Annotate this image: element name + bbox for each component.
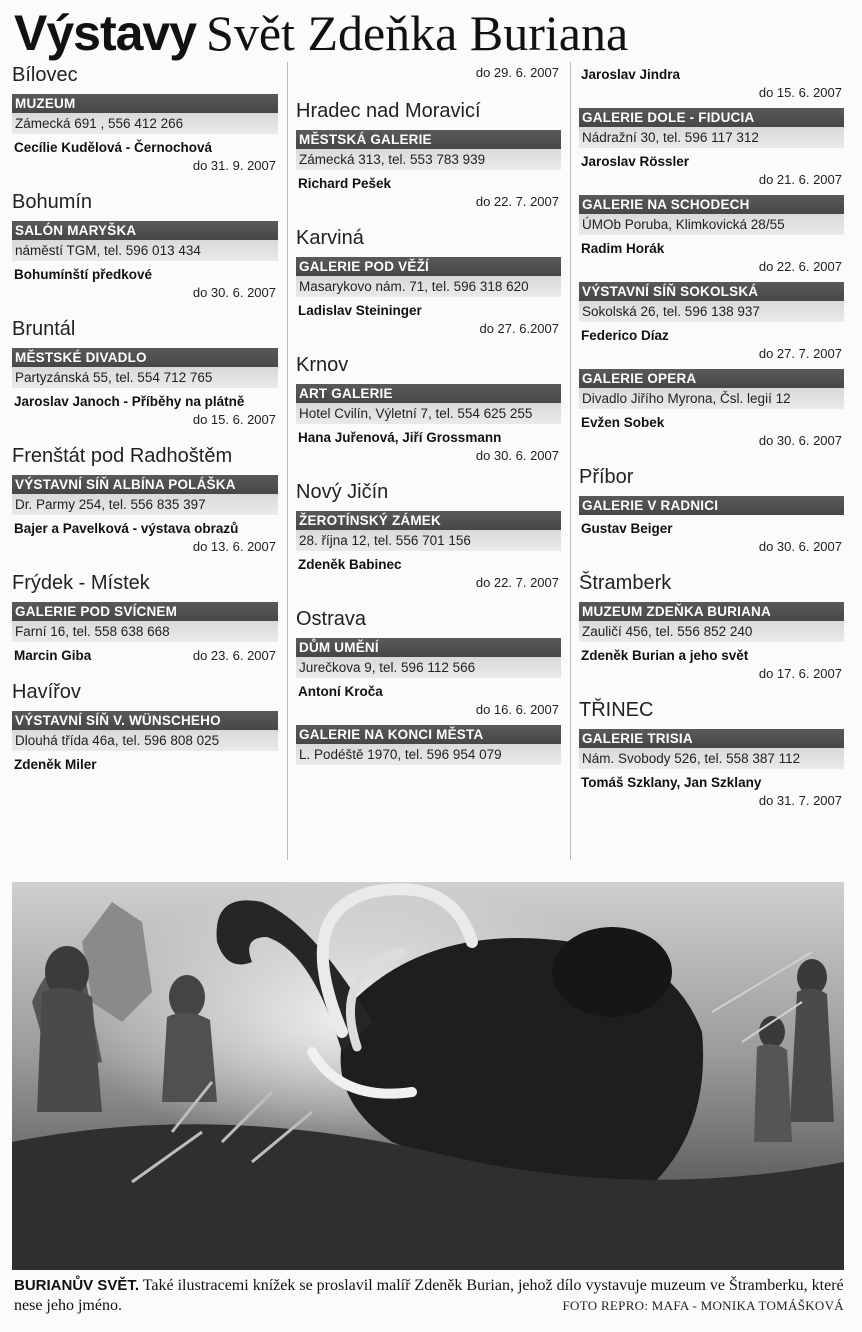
- city-heading: Štramberk: [579, 572, 672, 594]
- venue-listing: [579, 369, 844, 450]
- venue-listing: [12, 221, 278, 302]
- exhibition-artist: Zdeněk Burian a jeho svět: [581, 648, 749, 663]
- city-heading: TŘINEC: [579, 699, 654, 721]
- venue-name: GALERIE OPERA: [579, 369, 844, 388]
- venue-address: Farní 16, tel. 558 638 668: [12, 621, 278, 642]
- carryover-artist: Jaroslav Jindra: [581, 67, 681, 82]
- city-heading: Havířov: [12, 681, 81, 703]
- venue-listing: [579, 729, 844, 810]
- venue-name: GALERIE V RADNICI: [579, 496, 844, 515]
- exhibition-date: do 16. 6. 2007: [475, 702, 559, 717]
- exhibition-date: do 30. 6. 2007: [192, 285, 276, 300]
- exhibition-artist: Hana Juřenová, Jiří Grossmann: [298, 430, 502, 445]
- venue-address: Zámecká 691 , 556 412 266: [12, 113, 278, 134]
- venue-address: Nádražní 30, tel. 596 117 312: [579, 127, 844, 148]
- exhibition-artist: Bajer a Pavelková - výstava obrazů: [14, 521, 239, 536]
- venue-listing: [296, 257, 561, 338]
- venue-listing: [579, 282, 844, 363]
- venue-address: Partyzánská 55, tel. 554 712 765: [12, 367, 278, 388]
- caption-text: Také ilustracemi knížek se proslavil malíř Zdeněk Burian, jehož dílo vystavuje muzeum ve Štramberku, které nese jeho jméno.: [14, 1277, 844, 1314]
- venue-name: SALÓN MARYŠKA: [12, 221, 278, 240]
- exhibition-date: do 30. 6. 2007: [758, 433, 842, 448]
- mammoth-hunt-illustration: [12, 882, 844, 1270]
- exhibition-artist: Gustav Beiger: [581, 521, 673, 536]
- venue-listing: [12, 348, 278, 429]
- venue-name: MĚSTSKÉ DIVADLO: [12, 348, 278, 367]
- venue-listing: [296, 130, 561, 211]
- venue-listing: [579, 496, 844, 556]
- venue-address: náměstí TGM, tel. 596 013 434: [12, 240, 278, 261]
- exhibition-artist: Ladislav Steininger: [298, 303, 422, 318]
- exhibition-artist: Federico Díaz: [581, 328, 669, 343]
- exhibition-date: do 21. 6. 2007: [758, 172, 842, 187]
- venue-address: ÚMOb Poruba, Klimkovická 28/55: [579, 214, 844, 235]
- venue-listing: [579, 195, 844, 276]
- exhibition-date: do 27. 6.2007: [479, 321, 559, 336]
- venue-address: Divadlo Jiřího Myrona, Čsl. legií 12: [579, 388, 844, 409]
- exhibition-artist: Tomáš Szklany, Jan Szklany: [581, 775, 762, 790]
- exhibition-artist: Jaroslav Janoch - Příběhy na plátně: [14, 394, 245, 409]
- carryover-date: do 15. 6. 2007: [758, 85, 842, 100]
- venue-name: MĚSTSKÁ GALERIE: [296, 130, 561, 149]
- column-middle: [296, 62, 561, 765]
- venue-name: GALERIE DOLE - FIDUCIA: [579, 108, 844, 127]
- venue-listing: [579, 108, 844, 189]
- venue-listing: [12, 475, 278, 556]
- exhibition-artist: Bohumínští předkové: [14, 267, 153, 282]
- venue-name: MUZEUM: [12, 94, 278, 113]
- venue-address: Sokolská 26, tel. 596 138 937: [579, 301, 844, 322]
- column-divider: [287, 62, 288, 860]
- city-heading: Bílovec: [12, 64, 78, 86]
- venue-name: ŽEROTÍNSKÝ ZÁMEK: [296, 511, 561, 530]
- photo-credit: FOTO REPRO: MAFA - MONIKA TOMÁŠKOVÁ: [562, 1298, 844, 1313]
- exhibition-artist: Jaroslav Rössler: [581, 154, 690, 169]
- exhibition-artist: Radim Horák: [581, 241, 665, 256]
- venue-listing: [296, 511, 561, 592]
- venue-name: GALERIE NA KONCI MĚSTA: [296, 725, 561, 744]
- venue-address: Nám. Svobody 526, tel. 558 387 112: [579, 748, 844, 769]
- venue-name: VÝSTAVNÍ SÍŇ SOKOLSKÁ: [579, 282, 844, 301]
- page-headline: [14, 4, 628, 64]
- venue-listing: [296, 638, 561, 719]
- venue-listing: [12, 94, 278, 175]
- venue-address: Masarykovo nám. 71, tel. 596 318 620: [296, 276, 561, 297]
- venue-address: Jurečkova 9, tel. 596 112 566: [296, 657, 561, 678]
- exhibition-date: do 27. 7. 2007: [758, 346, 842, 361]
- venue-name: VÝSTAVNÍ SÍŇ V. WÜNSCHEHO: [12, 711, 278, 730]
- exhibition-artist: Evžen Sobek: [581, 415, 665, 430]
- exhibition-artist: Antoní Kroča: [298, 684, 383, 699]
- venue-listing: [12, 711, 278, 774]
- city-heading: Krnov: [296, 354, 349, 376]
- venue-name: GALERIE NA SCHODECH: [579, 195, 844, 214]
- exhibition-date: do 30. 6. 2007: [475, 448, 559, 463]
- city-heading: Příbor: [579, 466, 634, 488]
- venue-listing: [12, 602, 278, 665]
- exhibition-date: do 22. 7. 2007: [475, 194, 559, 209]
- venue-address: Dlouhá třída 46a, tel. 596 808 025: [12, 730, 278, 751]
- city-heading: Ostrava: [296, 608, 367, 630]
- venue-listing: [296, 384, 561, 465]
- exhibition-date: do 22. 6. 2007: [758, 259, 842, 274]
- exhibition-artist: Richard Pešek: [298, 176, 392, 191]
- venue-address: Hotel Cvilín, Výletní 7, tel. 554 625 255: [296, 403, 561, 424]
- venue-address: Zámecká 313, tel. 553 783 939: [296, 149, 561, 170]
- carryover-date: do 29. 6. 2007: [475, 65, 559, 80]
- headline-serif: Svět Zdeňka Buriana: [206, 5, 629, 61]
- exhibition-artist: Zdeněk Miler: [14, 757, 97, 772]
- venue-address: 28. října 12, tel. 556 701 156: [296, 530, 561, 551]
- column-left: [12, 62, 278, 774]
- exhibition-date: do 31. 9. 2007: [192, 158, 276, 173]
- exhibition-date: do 17. 6. 2007: [758, 666, 842, 681]
- venue-listing: [296, 725, 561, 765]
- venue-name: DŮM UMĚNÍ: [296, 638, 561, 657]
- exhibition-artist: Marcin Giba: [14, 648, 92, 663]
- column-right: [579, 62, 844, 810]
- city-heading: Nový Jičín: [296, 481, 389, 503]
- exhibition-artist: Zdeněk Babinec: [298, 557, 402, 572]
- venue-address: L. Podéště 1970, tel. 596 954 079: [296, 744, 561, 765]
- venue-name: MUZEUM ZDEŇKA BURIANA: [579, 602, 844, 621]
- city-heading: Frenštát pod Radhoštěm: [12, 445, 233, 467]
- exhibition-date: do 15. 6. 2007: [192, 412, 276, 427]
- exhibition-date: do 23. 6. 2007: [192, 648, 276, 663]
- exhibition-date: do 30. 6. 2007: [758, 539, 842, 554]
- venue-name: ART GALERIE: [296, 384, 561, 403]
- photo-graphic: [12, 882, 844, 1270]
- exhibition-date: do 22. 7. 2007: [475, 575, 559, 590]
- exhibition-artist: Cecílie Kudělová - Černochová: [14, 140, 213, 155]
- venue-address: Zauličí 456, tel. 556 852 240: [579, 621, 844, 642]
- venue-name: VÝSTAVNÍ SÍŇ ALBÍNA POLÁŠKA: [12, 475, 278, 494]
- city-heading: Bohumín: [12, 191, 93, 213]
- column-divider: [570, 62, 571, 860]
- venue-name: GALERIE POD SVÍCNEM: [12, 602, 278, 621]
- city-heading: Bruntál: [12, 318, 76, 340]
- exhibition-date: do 31. 7. 2007: [758, 793, 842, 808]
- venue-name: GALERIE POD VĚŽÍ: [296, 257, 561, 276]
- exhibition-date: do 13. 6. 2007: [192, 539, 276, 554]
- city-heading: Karviná: [296, 227, 364, 249]
- city-heading: Frýdek - Místek: [12, 572, 150, 594]
- city-heading: Hradec nad Moravicí: [296, 100, 481, 122]
- caption-title: BURIANŮV SVĚT.: [14, 1277, 140, 1294]
- headline-bold: Výstavy: [14, 5, 197, 61]
- venue-listing: [579, 602, 844, 683]
- venue-address: Dr. Parmy 254, tel. 556 835 397: [12, 494, 278, 515]
- venue-name: GALERIE TRISIA: [579, 729, 844, 748]
